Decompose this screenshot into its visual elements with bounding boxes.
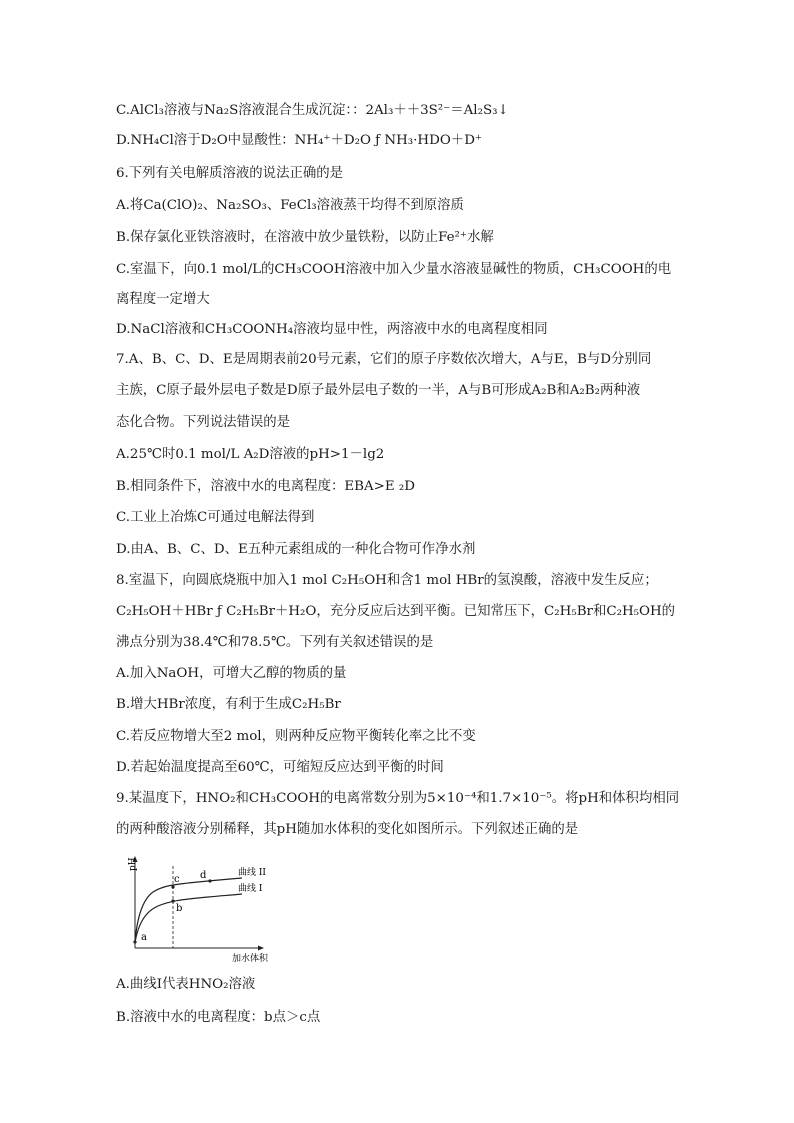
option-6b: B.保存氯化亚铁溶液时，在溶液中放少量铁粉，以防止Fe²⁺水解 bbox=[116, 230, 494, 245]
point-d-dot bbox=[208, 879, 211, 882]
point-b-label: b bbox=[176, 903, 183, 914]
curve-ii-label: 曲线 II bbox=[238, 868, 266, 878]
point-a-dot bbox=[133, 940, 136, 943]
option-8a: A.加入NaOH，可增大乙醇的物质的量 bbox=[116, 666, 347, 681]
option-6d: D.NaCl溶液和CH₃COONH₄溶液均显中性，两溶液中水的电离程度相同 bbox=[116, 322, 548, 337]
option-8b: B.增大HBr浓度，有利于生成C₂H₅Br bbox=[116, 697, 341, 712]
option-8d: D.若起始温度提高至60℃，可缩短反应达到平衡的时间 bbox=[116, 760, 444, 775]
option-8c: C.若反应物增大至2 mol，则两种反应物平衡转化率之比不变 bbox=[116, 729, 476, 744]
y-axis-label: pH bbox=[128, 857, 138, 871]
option-9a: A.曲线Ⅰ代表HNO₂溶液 bbox=[116, 977, 256, 992]
point-a-label: a bbox=[141, 932, 147, 943]
question-8-stem: 8.室温下，向圆底烧瓶中加入1 mol C₂H₅OH和含1 mol HBr的氢溴酸，溶液中发生反应； bbox=[116, 573, 658, 588]
option-7c: C.工业上冶炼C可通过电解法得到 bbox=[116, 510, 315, 525]
point-c-dot bbox=[171, 885, 174, 888]
point-b-dot bbox=[171, 899, 174, 902]
question-7-stem-2: 主族，C原子最外层电子数是D原子最外层电子数的一半，A与B可形成A₂B和A₂B₂两种液 bbox=[116, 383, 641, 398]
x-axis-arrow bbox=[258, 946, 264, 951]
x-axis-label: 加水体积 bbox=[232, 954, 268, 964]
question-8-stem-3: 沸点分别为38.4℃和78.5℃。下列有关叙述错误的是 bbox=[116, 635, 434, 650]
option-7d: D.由A、B、C、D、E五种元素组成的一种化合物可作净水剂 bbox=[116, 542, 476, 557]
question-6-stem: 6.下列有关电解质溶液的说法正确的是 bbox=[116, 166, 344, 181]
curve-i-label: 曲线 I bbox=[238, 884, 263, 894]
ph-dilution-figure bbox=[128, 848, 268, 966]
point-d-label: d bbox=[200, 870, 207, 881]
option-7a: A.25℃时0.1 mol/L A₂D溶液的pH>1－lg2 bbox=[116, 447, 385, 462]
question-9-stem-2: 的两种酸溶液分别稀释，其pH随加水体积的变化如图所示。下列叙述正确的是 bbox=[116, 822, 579, 837]
option-9b: B.溶液中水的电离程度：b点＞c点 bbox=[116, 1010, 321, 1025]
point-c-label: c bbox=[174, 874, 180, 885]
option-5d: D.NH₄Cl溶于D₂O中显酸性：NH₄⁺＋D₂O ƒ NH₃·HDO＋D⁺ bbox=[116, 133, 482, 148]
option-5c: C.AlCl₃溶液与Na₂S溶液混合生成沉淀：：2Al₃＋＋3S²⁻＝Al₂S₃↓ bbox=[116, 103, 509, 118]
question-7-stem-3: 态化合物。下列说法错误的是 bbox=[116, 415, 291, 430]
question-7-stem: 7.A、B、C、D、E是周期表前20号元素，它们的原子序数依次增大，A与E，B与D分别同 bbox=[116, 352, 652, 367]
question-9-stem: 9.某温度下，HNO₂和CH₃COOH的电离常数分别为5×10⁻⁴和1.7×10⁻⁵。将pH和体积均相同 bbox=[116, 791, 680, 806]
option-7b: B.相同条件下，溶液中水的电离程度：EBA>E ₂D bbox=[116, 479, 415, 494]
option-6a: A.将Ca(ClO)₂、Na₂SO₃、FeCl₃溶液蒸干均得不到原溶质 bbox=[116, 198, 464, 213]
option-6c: C.室温下，向0.1 mol/L的CH₃COOH溶液中加入少量水溶液显碱性的物质，CH₃COOH的电 bbox=[116, 262, 672, 277]
question-8-stem-2: C₂H₅OH＋HBr ƒ C₂H₅Br＋H₂O，充分反应后达到平衡。已知常压下，C₂H₅Br和C₂H₅OH的 bbox=[116, 604, 676, 619]
curve-i bbox=[135, 894, 242, 942]
option-6c-cont: 离程度一定增大 bbox=[116, 292, 210, 307]
